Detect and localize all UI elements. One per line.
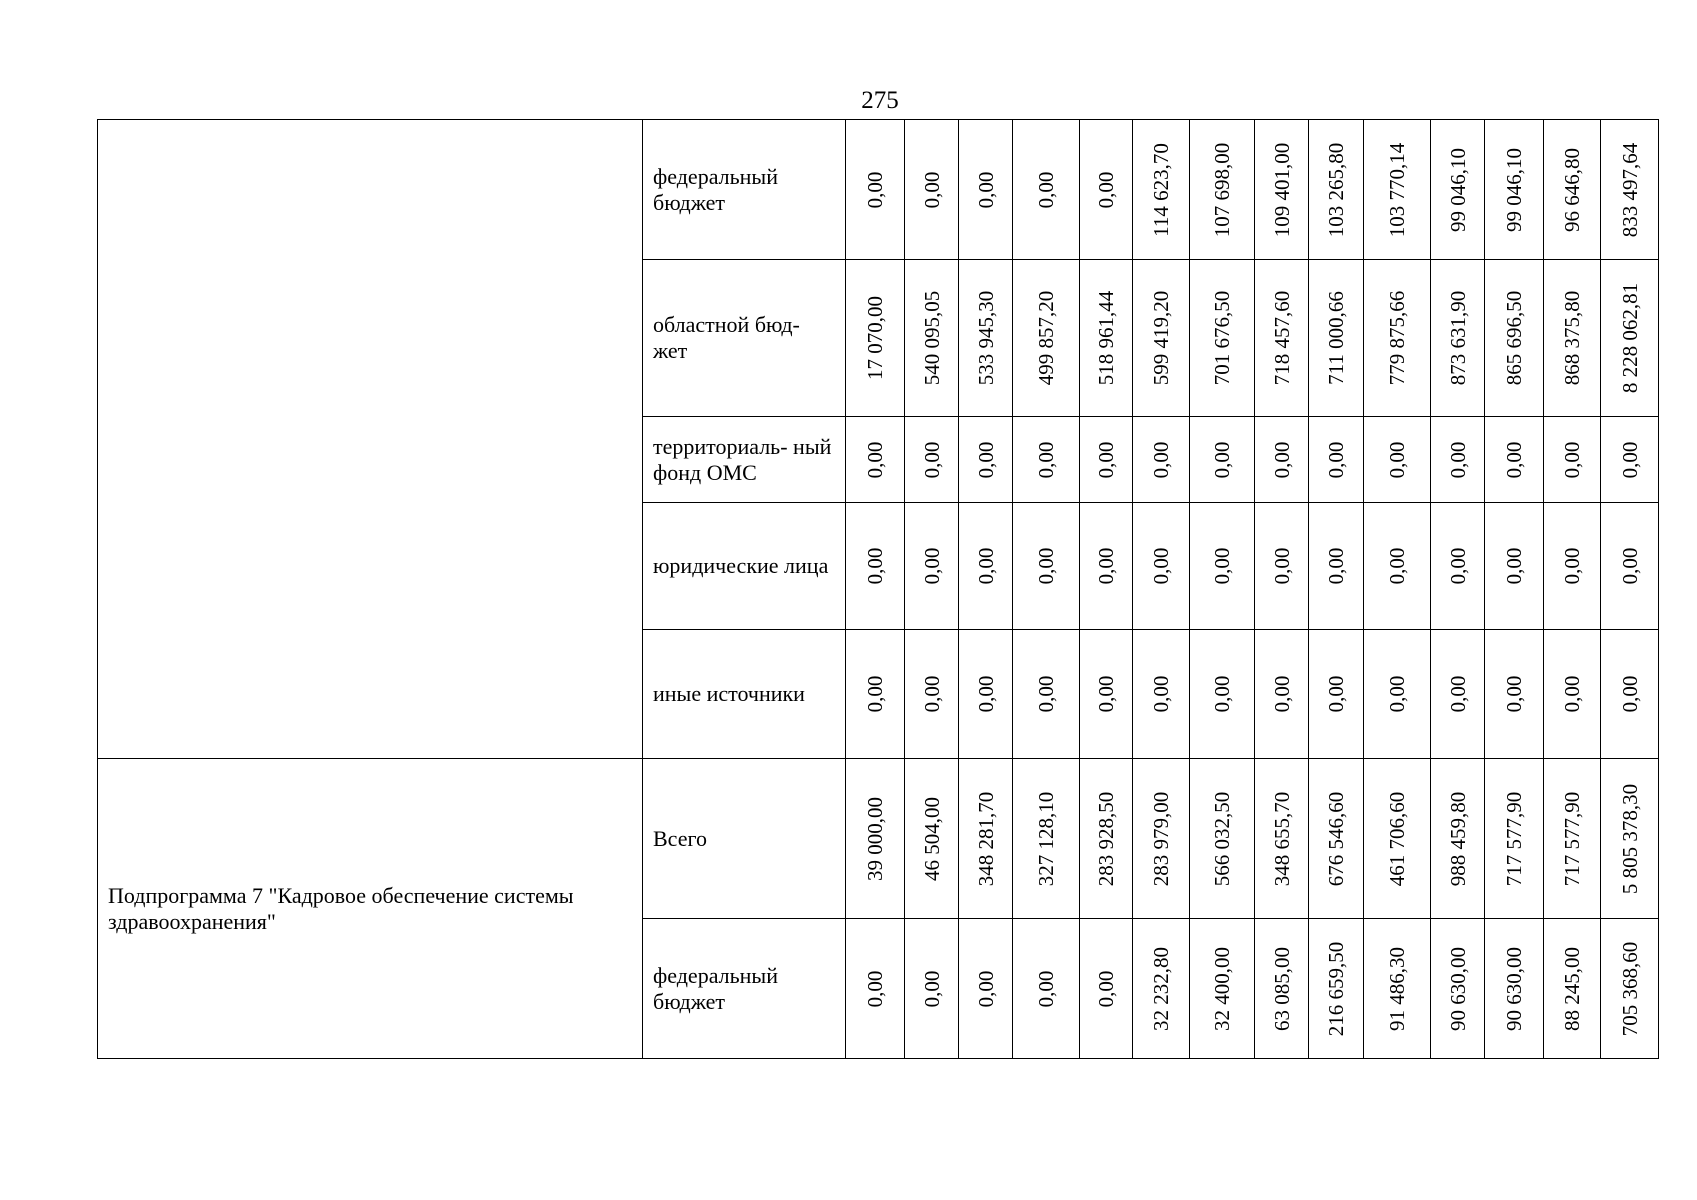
value-cell: [1190, 630, 1255, 759]
value-cell: [1013, 417, 1080, 503]
value-text: 39 000,00: [863, 796, 887, 881]
value-cell: [846, 260, 905, 417]
value-cell: [905, 759, 959, 919]
funding-table: [97, 119, 1659, 1059]
value-text: 0,00: [1034, 547, 1058, 585]
value-text: 566 032,50: [1210, 791, 1234, 886]
value-cell: [1255, 260, 1309, 417]
value-text: 779 875,66: [1385, 290, 1409, 386]
value-text: 518 961,44: [1094, 290, 1118, 386]
value-text: 0,00: [1324, 547, 1348, 585]
value-cell: [1601, 260, 1659, 417]
value-text: 96 646,80: [1560, 147, 1584, 232]
funding-source-cell: областной бюд- жет: [643, 260, 846, 417]
value-cell: [1013, 260, 1080, 417]
table-row: [98, 120, 1659, 260]
value-text: 873 631,90: [1445, 290, 1470, 386]
funding-source-cell: юридические лица: [643, 503, 846, 630]
value-cell: [1309, 630, 1364, 759]
value-text: 0,00: [1502, 441, 1526, 478]
value-cell: [1485, 759, 1544, 919]
value-text: 0,00: [1502, 547, 1526, 585]
value-cell: [1133, 919, 1190, 1059]
value-cell: [846, 630, 905, 759]
value-cell: [1431, 630, 1485, 759]
value-text: 0,00: [1324, 675, 1348, 713]
value-text: 103 770,14: [1385, 142, 1409, 237]
value-text: 540 095,05: [919, 290, 944, 386]
value-cell: [1080, 503, 1133, 630]
value-cell: [1255, 120, 1309, 260]
value-text: 88 245,00: [1560, 946, 1584, 1031]
value-cell: [1431, 120, 1485, 260]
value-cell: [1601, 919, 1659, 1059]
value-cell: [1080, 260, 1133, 417]
value-text: 0,00: [973, 547, 998, 585]
value-text: 461 706,60: [1385, 791, 1409, 886]
value-cell: [1431, 417, 1485, 503]
value-cell: [1364, 503, 1431, 630]
value-cell: [1133, 417, 1190, 503]
value-text: 0,00: [1269, 675, 1294, 713]
value-text: 0,00: [1149, 675, 1173, 713]
value-cell: [959, 759, 1013, 919]
value-cell: [1190, 417, 1255, 503]
value-cell: [1485, 120, 1544, 260]
value-cell: [846, 120, 905, 260]
value-text: 0,00: [1385, 547, 1409, 585]
value-text: 5 805 378,30: [1617, 783, 1642, 894]
value-cell: [1431, 919, 1485, 1059]
value-cell: [1309, 417, 1364, 503]
value-cell: [1485, 417, 1544, 503]
value-cell: [1190, 919, 1255, 1059]
value-text: 0,00: [1094, 441, 1118, 478]
value-text: 283 928,50: [1094, 791, 1118, 886]
value-text: 0,00: [863, 970, 887, 1007]
value-text: 0,00: [1324, 441, 1348, 478]
value-text: 103 265,80: [1324, 142, 1348, 237]
value-cell: [1544, 630, 1601, 759]
value-text: 676 546,60: [1324, 791, 1348, 886]
value-text: 0,00: [1617, 547, 1642, 585]
value-text: 0,00: [1210, 441, 1234, 478]
value-text: 711 000,66: [1324, 291, 1348, 385]
value-text: 865 696,50: [1502, 290, 1526, 386]
value-cell: [959, 417, 1013, 503]
value-cell: [1364, 630, 1431, 759]
value-text: 0,00: [973, 441, 998, 478]
value-text: 0,00: [1149, 441, 1173, 478]
value-text: 0,00: [863, 547, 887, 585]
value-text: 0,00: [1560, 675, 1584, 713]
value-text: 701 676,50: [1210, 290, 1234, 386]
value-cell: [1080, 759, 1133, 919]
value-text: 717 577,90: [1502, 791, 1526, 886]
value-cell: [1485, 503, 1544, 630]
value-cell: [1190, 120, 1255, 260]
value-text: 0,00: [1445, 675, 1470, 713]
program-name-cell-empty: [98, 120, 643, 759]
value-text: 0,00: [863, 675, 887, 713]
value-text: 718 457,60: [1269, 290, 1294, 386]
value-cell: [1133, 503, 1190, 630]
value-cell: [1485, 919, 1544, 1059]
value-cell: [1190, 260, 1255, 417]
value-text: 0,00: [1034, 970, 1058, 1007]
value-cell: [1309, 120, 1364, 260]
value-cell: [905, 417, 959, 503]
value-text: 0,00: [973, 675, 998, 713]
value-cell: [1080, 120, 1133, 260]
value-text: 599 419,20: [1149, 290, 1173, 386]
value-text: 0,00: [1094, 675, 1118, 713]
value-text: 0,00: [1034, 441, 1058, 478]
value-cell: [905, 503, 959, 630]
value-text: 0,00: [1502, 675, 1526, 713]
value-text: 0,00: [1210, 675, 1234, 713]
value-cell: [905, 120, 959, 260]
value-text: 0,00: [1560, 441, 1584, 478]
value-cell: [846, 417, 905, 503]
value-text: 0,00: [919, 547, 944, 585]
value-text: 216 659,50: [1324, 941, 1348, 1036]
value-text: 868 375,80: [1560, 290, 1584, 386]
value-cell: [1544, 417, 1601, 503]
value-text: 0,00: [1094, 547, 1118, 585]
value-text: 90 630,00: [1502, 946, 1526, 1031]
value-cell: [1431, 260, 1485, 417]
value-cell: [1309, 919, 1364, 1059]
value-text: 348 655,70: [1269, 791, 1294, 886]
value-text: 0,00: [1034, 675, 1058, 713]
value-cell: [1431, 503, 1485, 630]
value-cell: [1255, 919, 1309, 1059]
value-text: 0,00: [1034, 171, 1058, 208]
value-cell: [905, 630, 959, 759]
value-text: 0,00: [1445, 441, 1470, 478]
value-cell: [1485, 630, 1544, 759]
value-text: 988 459,80: [1445, 791, 1470, 886]
value-cell: [1601, 503, 1659, 630]
value-cell: [1601, 759, 1659, 919]
funding-source-cell: федеральный бюджет: [643, 120, 846, 260]
funding-source-cell: Всего: [643, 759, 846, 919]
value-cell: [1309, 759, 1364, 919]
value-cell: [1485, 260, 1544, 417]
value-cell: [1364, 919, 1431, 1059]
program-name-cell: Подпрограмма 7 "Кадровое обеспечение системы здравоохранения": [98, 759, 643, 1059]
table-row: [98, 759, 1659, 919]
value-cell: [1013, 120, 1080, 260]
value-cell: [959, 919, 1013, 1059]
value-cell: [1544, 120, 1601, 260]
value-text: 533 945,30: [973, 290, 998, 386]
value-text: 283 979,00: [1149, 791, 1173, 886]
value-cell: [1364, 120, 1431, 260]
funding-source-cell: федеральный бюджет: [643, 919, 846, 1059]
value-text: 107 698,00: [1210, 142, 1234, 237]
value-cell: [1544, 503, 1601, 630]
value-text: 0,00: [919, 675, 944, 713]
value-text: 0,00: [973, 171, 998, 208]
value-cell: [1309, 260, 1364, 417]
value-text: 0,00: [973, 970, 998, 1007]
value-text: 0,00: [1149, 547, 1173, 585]
value-text: 114 623,70: [1149, 142, 1173, 237]
value-cell: [1013, 630, 1080, 759]
value-text: 17 070,00: [863, 296, 887, 380]
value-cell: [905, 260, 959, 417]
value-text: 348 281,70: [973, 791, 998, 886]
value-text: 327 128,10: [1034, 791, 1058, 886]
value-text: 0,00: [1269, 547, 1294, 585]
value-cell: [1133, 260, 1190, 417]
value-cell: [1133, 120, 1190, 260]
value-cell: [846, 503, 905, 630]
value-text: 0,00: [919, 171, 944, 208]
value-cell: [959, 120, 1013, 260]
value-text: 0,00: [919, 970, 944, 1007]
value-cell: [959, 630, 1013, 759]
value-cell: [1080, 417, 1133, 503]
value-cell: [846, 919, 905, 1059]
value-cell: [1309, 503, 1364, 630]
value-text: 0,00: [1560, 547, 1584, 585]
value-text: 0,00: [1385, 675, 1409, 713]
value-text: 0,00: [1094, 171, 1118, 208]
funding-source-cell: иные источники: [643, 630, 846, 759]
value-cell: [846, 759, 905, 919]
value-cell: [1255, 417, 1309, 503]
value-text: 833 497,64: [1617, 142, 1642, 237]
value-cell: [1133, 759, 1190, 919]
value-text: 90 630,00: [1445, 946, 1470, 1031]
value-cell: [1190, 759, 1255, 919]
value-text: 99 046,10: [1445, 147, 1470, 232]
value-text: 32 232,80: [1149, 946, 1173, 1031]
value-cell: [1255, 503, 1309, 630]
value-cell: [1013, 919, 1080, 1059]
value-cell: [959, 260, 1013, 417]
value-text: 46 504,00: [919, 796, 944, 881]
funding-source-cell: территориаль- ный фонд ОМС: [643, 417, 846, 503]
value-text: 0,00: [1385, 441, 1409, 478]
value-cell: [1013, 503, 1080, 630]
value-cell: [1255, 630, 1309, 759]
value-cell: [1601, 417, 1659, 503]
value-cell: [1013, 759, 1080, 919]
value-text: 8 228 062,81: [1617, 282, 1642, 394]
value-text: 0,00: [1269, 441, 1294, 478]
value-cell: [1544, 759, 1601, 919]
value-text: 0,00: [1445, 547, 1470, 585]
value-cell: [1601, 630, 1659, 759]
value-text: 499 857,20: [1034, 290, 1058, 386]
value-cell: [1544, 260, 1601, 417]
value-cell: [1080, 919, 1133, 1059]
value-text: 717 577,90: [1560, 791, 1584, 886]
value-text: 99 046,10: [1502, 147, 1526, 232]
value-cell: [959, 503, 1013, 630]
value-text: 0,00: [1617, 675, 1642, 713]
value-text: 705 368,60: [1617, 941, 1642, 1036]
value-text: 109 401,00: [1269, 142, 1294, 237]
value-text: 63 085,00: [1269, 946, 1294, 1031]
value-text: 91 486,30: [1385, 946, 1409, 1031]
page-number: 275: [861, 87, 899, 114]
value-cell: [1255, 759, 1309, 919]
value-cell: [905, 919, 959, 1059]
value-cell: [1544, 919, 1601, 1059]
value-cell: [1364, 260, 1431, 417]
value-cell: [1431, 759, 1485, 919]
value-text: 0,00: [919, 441, 944, 478]
value-cell: [1364, 759, 1431, 919]
value-text: 0,00: [1210, 547, 1234, 585]
value-text: 0,00: [863, 171, 887, 208]
value-cell: [1364, 417, 1431, 503]
value-text: 0,00: [1094, 970, 1118, 1007]
value-cell: [1190, 503, 1255, 630]
value-cell: [1601, 120, 1659, 260]
value-text: 0,00: [1617, 441, 1642, 478]
value-cell: [1133, 630, 1190, 759]
value-cell: [1080, 630, 1133, 759]
value-text: 0,00: [863, 441, 887, 478]
value-text: 32 400,00: [1210, 946, 1234, 1031]
